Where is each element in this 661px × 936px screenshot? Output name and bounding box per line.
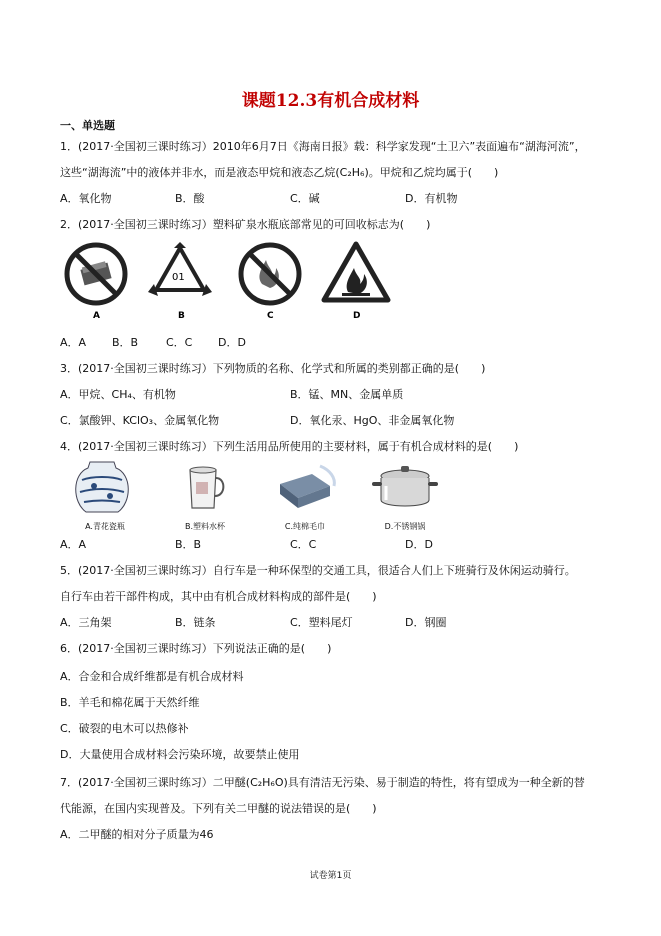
question-7-line-2: 代能源，在国内实现普及。下列有关二甲醚的说法错误的是( ) bbox=[60, 802, 377, 815]
sign-label-a: A bbox=[93, 311, 100, 321]
no-entry-box-icon bbox=[67, 245, 125, 303]
q4-option-d: D．D bbox=[405, 538, 433, 551]
q5-option-c: C．塑料尾灯 bbox=[290, 616, 353, 629]
q3-option-a: A．甲烷、CH₄、有机物 bbox=[60, 388, 176, 401]
steel-pot-image bbox=[360, 456, 450, 532]
q1-option-b: B．酸 bbox=[175, 192, 205, 205]
recycle-triangle-icon bbox=[148, 242, 212, 296]
q3-option-c: C．氯酸钾、KClO₃、金属氧化物 bbox=[60, 414, 220, 427]
q4-option-b: B．B bbox=[175, 538, 202, 551]
question-7-line-1: 7．(2017·全国初三课时练习）二甲醚(C₂H₆O)具有清洁无污染、易于制造的特性，将有望成为一种全新的替 bbox=[60, 776, 585, 789]
sign-label-c: C bbox=[267, 311, 274, 321]
question-5-line-2: 自行车由若干部件构成，其中由有机合成材料构成的部件是( ) bbox=[60, 590, 377, 603]
question-5-line-1: 5．(2017·全国初三课时练习）自行车是一种环保型的交通工具，很适合人们上下班骑行及休闲运动骑行。 bbox=[60, 564, 576, 577]
caption-b: B.塑料水杯 bbox=[184, 522, 226, 531]
q5-option-d: D．钢圈 bbox=[405, 616, 447, 629]
q6-option-c: C．破裂的电木可以热修补 bbox=[60, 722, 189, 735]
q4-option-a: A．A bbox=[60, 538, 87, 551]
sign-label-d: D bbox=[353, 311, 361, 321]
sign-label-b: B bbox=[178, 311, 185, 321]
question-3-line-1: 3．(2017·全国初三课时练习）下列物质的名称、化学式和所属的类别都正确的是( ) bbox=[60, 362, 486, 375]
q5-option-a: A．三角架 bbox=[60, 616, 112, 629]
no-fire-icon bbox=[241, 245, 299, 303]
q4-images-figure bbox=[60, 456, 450, 532]
q1-option-c: C．碱 bbox=[290, 192, 320, 205]
section-heading: 一、单选题 bbox=[60, 119, 115, 132]
q3-option-b: B．锰、MN、金属单质 bbox=[290, 388, 404, 401]
question-6-line-1: 6．(2017·全国初三课时练习）下列说法正确的是( ) bbox=[60, 642, 332, 655]
question-2-line-1: 2．(2017·全国初三课时练习）塑料矿泉水瓶底部常见的可回收标志为( ) bbox=[60, 218, 431, 231]
page-footer: 试卷第1页 bbox=[309, 871, 352, 881]
flammable-warning-icon bbox=[324, 244, 388, 300]
porcelain-vase-image bbox=[60, 456, 150, 532]
caption-d: D.不锈钢锅 bbox=[384, 522, 426, 531]
q4-option-c: C．C bbox=[290, 538, 317, 551]
q6-option-a: A．合金和合成纤维都是有机合成材料 bbox=[60, 670, 244, 683]
q2-option-c: C．C bbox=[166, 336, 193, 349]
q2-option-b: B．B bbox=[112, 336, 139, 349]
question-1-line-2: 这些“湖海流”中的液体并非水，而是液态甲烷和液态乙烷(C₂H₆)。甲烷和乙烷均属于( ) bbox=[60, 166, 499, 179]
page-title: 课题12.3有机合成材料 bbox=[241, 91, 420, 111]
q6-option-d: D．大量使用合成材料会污染环境，故要禁止使用 bbox=[60, 748, 300, 761]
question-4-line-1: 4．(2017·全国初三课时练习）下列生活用品所使用的主要材料，属于有机合成材料的是( ) bbox=[60, 440, 519, 453]
recycle-signs-figure bbox=[62, 240, 396, 322]
q2-option-d: D．D bbox=[218, 336, 246, 349]
question-1-line-1: 1．(2017·全国初三课时练习）2010年6月7日《海南日报》载：科学家发现“土卫六”表面遍布“湖海河流”， bbox=[60, 140, 586, 153]
q1-option-a: A．氧化物 bbox=[60, 192, 112, 205]
cotton-towel-image bbox=[260, 456, 350, 532]
q6-option-b: B．羊毛和棉花属于天然纤维 bbox=[60, 696, 200, 709]
q2-option-a: A．A bbox=[60, 336, 87, 349]
q7-option-a: A．二甲醚的相对分子质量为46 bbox=[60, 828, 214, 841]
caption-a: A.青花瓷瓶 bbox=[85, 522, 125, 531]
plastic-cup-image bbox=[160, 456, 250, 532]
q3-option-d: D．氧化汞、HgO、非金属氧化物 bbox=[290, 414, 455, 427]
q1-option-d: D．有机物 bbox=[405, 192, 458, 205]
caption-c: C.纯棉毛巾 bbox=[284, 522, 326, 531]
q5-option-b: B．链条 bbox=[175, 616, 216, 629]
recycle-code: 01 bbox=[172, 272, 185, 283]
